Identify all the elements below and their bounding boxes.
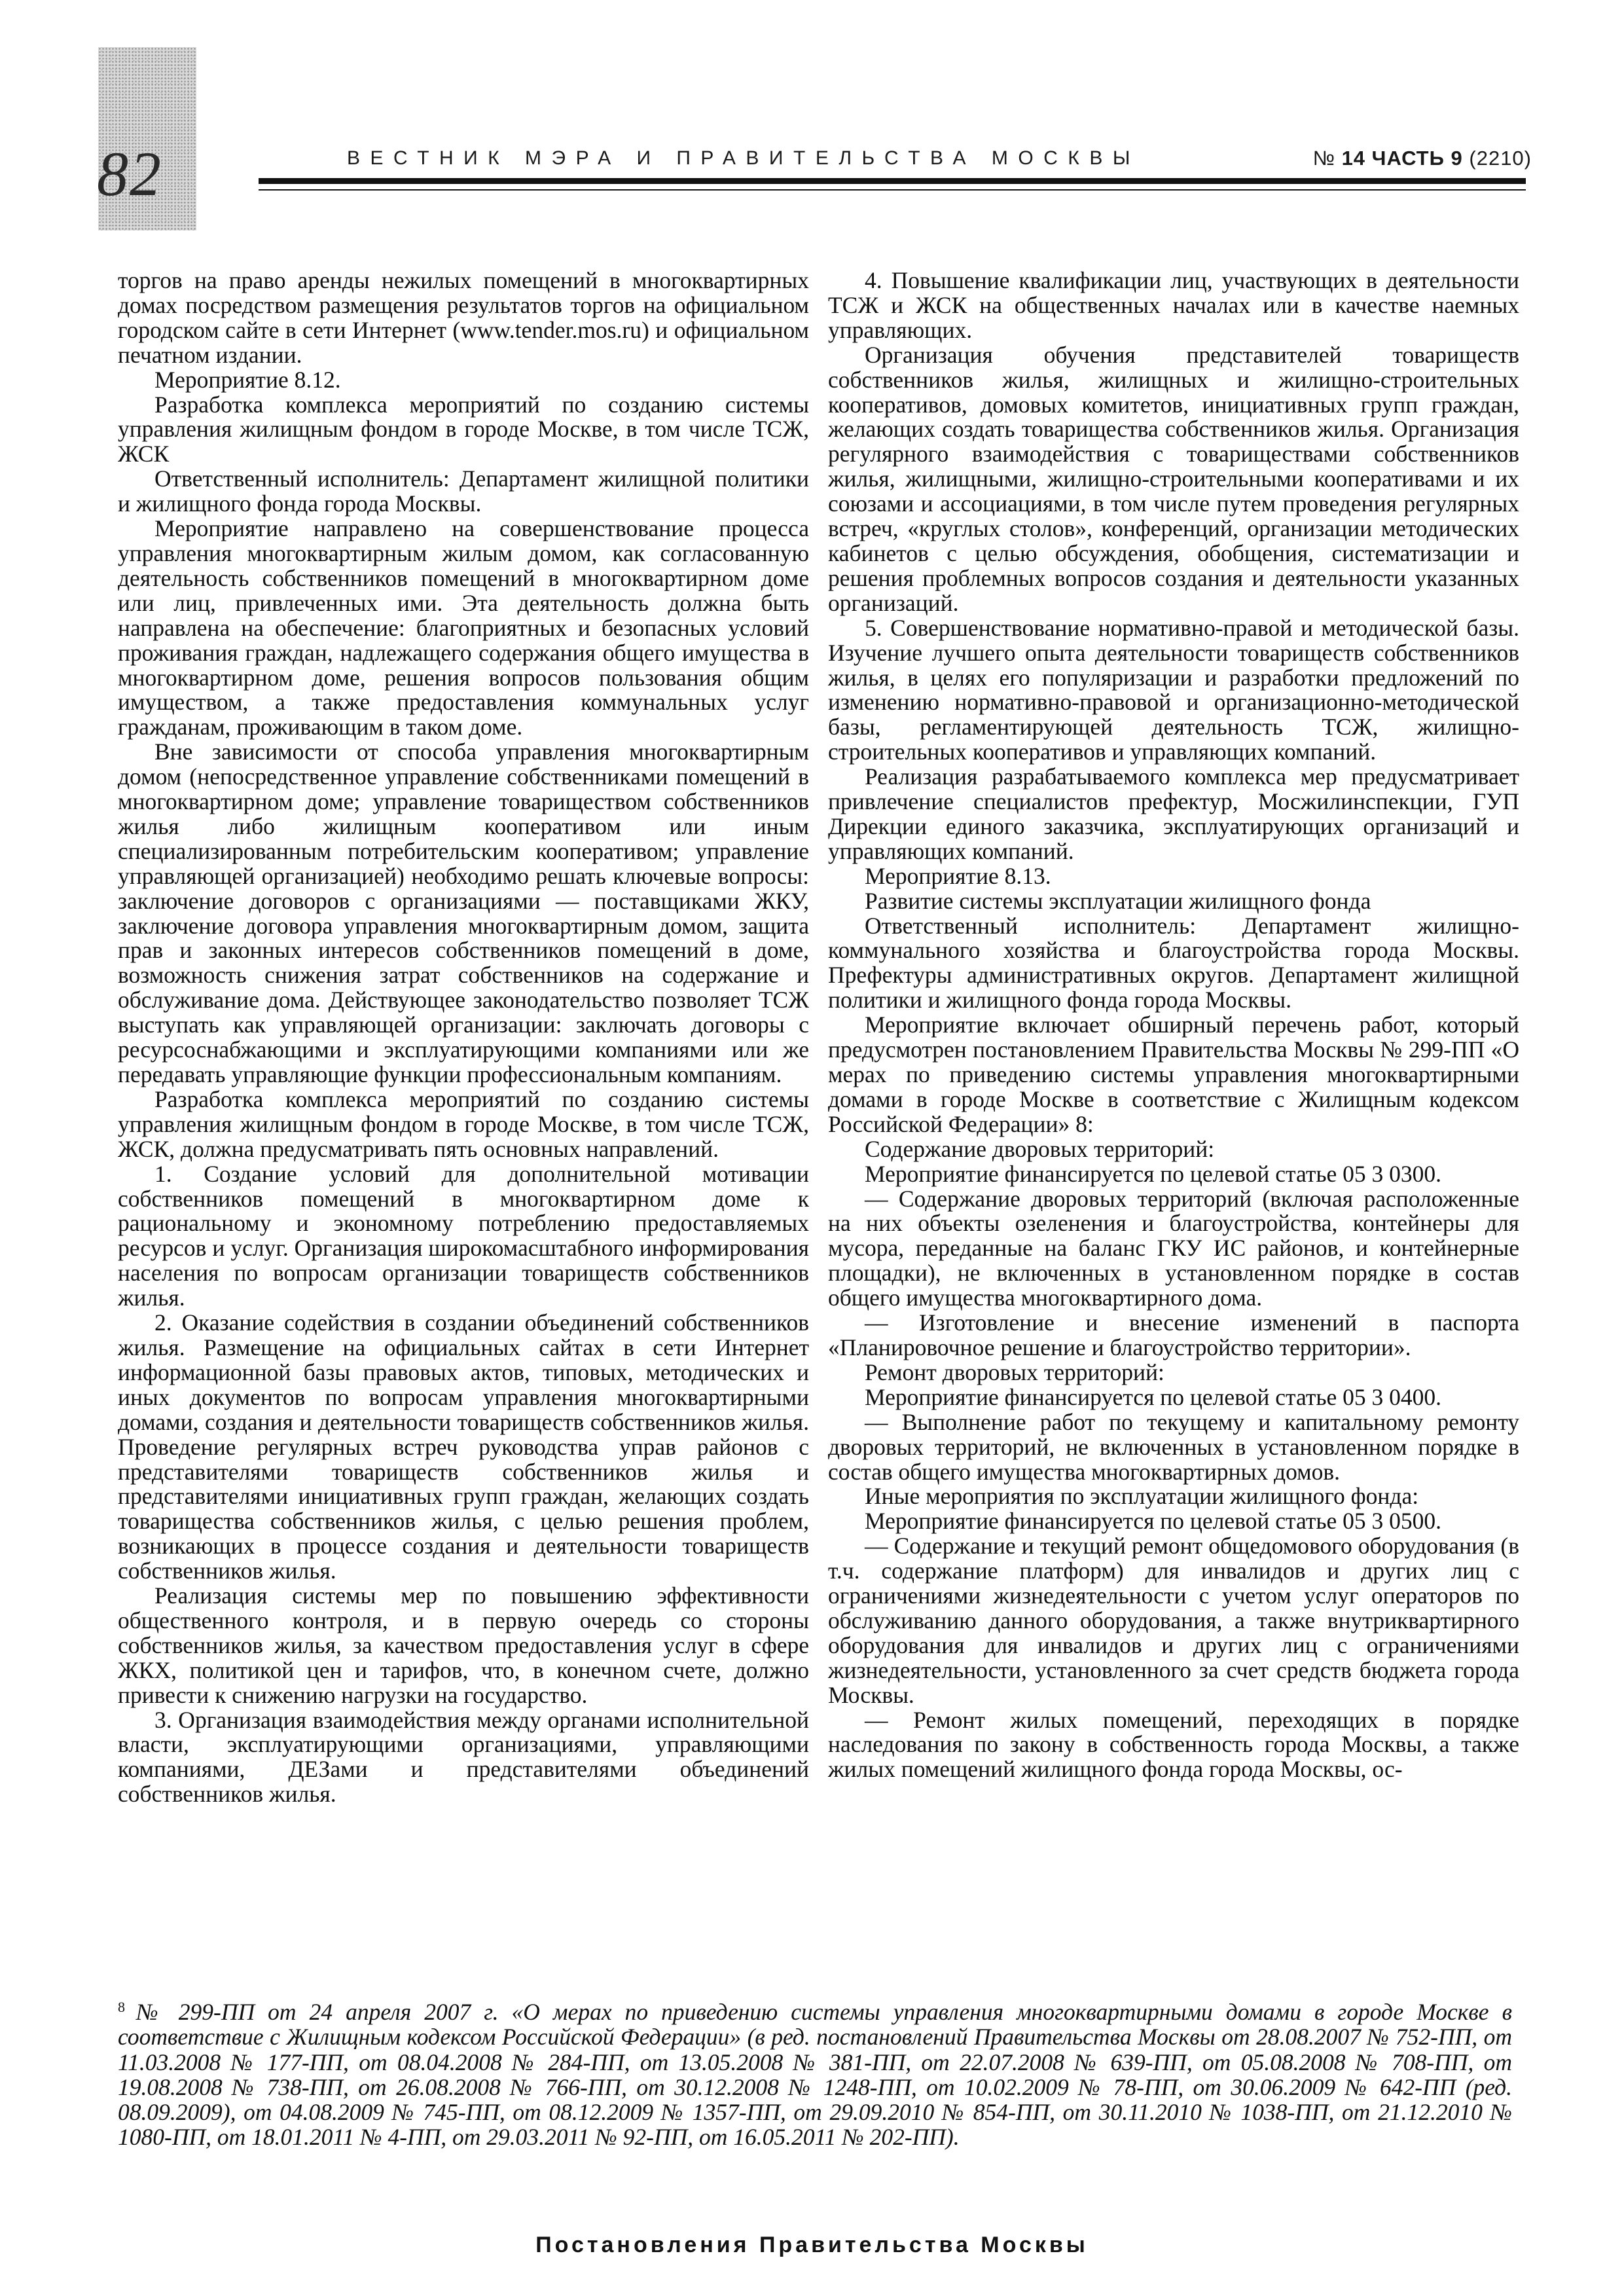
paragraph: Иные мероприятия по эксплуатации жилищного фонда: bbox=[865, 1483, 1419, 1510]
paragraph: 1. Создание условий для дополнительной мотивации собственников помещений в многоквартирном доме к рациональному и экономному потреблению предоставляемых ресурсов и услуг. Организация широкомасштабного информирования населения по вопросам организации товариществ собственников жилья. bbox=[118, 1160, 809, 1311]
paragraph: Разработка комплекса мероприятий по созданию системы управления жилищным фондом в городе Москве, в том числе ТСЖ, ЖСК bbox=[118, 391, 809, 467]
paragraph: Мероприятие финансируется по целевой статье 05 3 0400. bbox=[865, 1383, 1442, 1410]
header-rule-thick bbox=[259, 178, 1526, 184]
paragraph: — Выполнение работ по текущему и капитальному ремонту дворовых территорий, не включенных в установленном порядке в состав общего имущества многоквартирных домов. bbox=[828, 1408, 1519, 1485]
paragraph: Реализация системы мер по повышению эффективности общественного контроля, и в первую очередь со стороны собственников жилья, за качеством предоставления услуг в сфере ЖКХ, политикой цен и тарифов, что, в конечном счете, должно привести к снижению нагрузки на государство. bbox=[118, 1582, 809, 1708]
issue-number: 14 bbox=[1341, 147, 1366, 170]
paragraph: — Ремонт жилых помещений, переходящих в порядке наследования по закону в собственность города Москвы, а также жилых помещений жилищного фонда города Москвы, ос- bbox=[828, 1706, 1519, 1783]
paragraph: Мероприятие направлено на совершенствование процесса управления многоквартирным жилым домом, как согласованную деятельность собственников помещений в многоквартирном доме или лиц, привлеченных ими. Эта деятельность должна быть направлена на обеспечение: благоприятных и безопасных условий проживания граждан, надлежащего содержания общего имущества в многоквартирном доме, решения вопросов пользования общим имуществом, а также предоставления коммунальных услуг гражданам, проживающим в таком доме. bbox=[118, 515, 809, 740]
footnote-marker: 8 bbox=[118, 1999, 125, 2015]
journal-title: ВЕСТНИК МЭРА И ПРАВИТЕЛЬСТВА МОСКВЫ bbox=[347, 147, 1140, 169]
issue-part: ЧАСТЬ 9 bbox=[1371, 147, 1463, 170]
header-rule-thin bbox=[259, 189, 1526, 191]
page-number: 82 bbox=[97, 139, 162, 209]
paragraph: — Изготовление и внесение изменений в паспорта «Планировочное решение и благоустройство территории». bbox=[828, 1309, 1519, 1360]
paragraph: Разработка комплекса мероприятий по созданию системы управления жилищным фондом в городе Москве, в том числе ТСЖ, ЖСК, должна предусматривать пять основных направлений. bbox=[118, 1085, 809, 1162]
paragraph: 4. Повышение квалификации лиц, участвующих в деятельности ТСЖ и ЖСК на общественных началах или в качестве наемных управляющих. bbox=[828, 267, 1519, 343]
paragraph: 3. Организация взаимодействия между органами исполнительной власти, эксплуатирующими организациями, управляющими компаниями, ДЕЗами и представителями объединений собственников жилья. bbox=[118, 1706, 809, 1808]
footer-section-title: Постановления Правительства Москвы bbox=[535, 2232, 1089, 2257]
right-column bbox=[828, 268, 1519, 1782]
paragraph: Содержание дворовых территорий: bbox=[865, 1135, 1215, 1162]
issue-serial: (2210) bbox=[1469, 147, 1532, 170]
paragraph: Ответственный исполнитель: Департамент жилищно-коммунального хозяйства и благоустройства города Москвы. Префектуры административных округов. Департамент жилищной политики и жилищного фонда города Москвы. bbox=[828, 912, 1519, 1013]
issue-prefix: № bbox=[1312, 147, 1335, 170]
paragraph: Мероприятие 8.13. bbox=[865, 862, 1051, 889]
footnote bbox=[118, 1995, 1512, 2150]
issue-info bbox=[1257, 145, 1532, 172]
paragraph: Вне зависимости от способа управления многоквартирным домом (непосредственное управление собственниками помещений в многоквартирном доме; управление товариществом собственников жилья либо жилищным кооперативом или иным специализированным потребительским кооперативом; управление управляющей организацией) необходимо решать ключевые вопросы: заключение договоров с организациями — поставщиками ЖКУ, заключение договора управления многоквартирным домом, защита прав и законных интересов собственников помещений в доме, возможность снижения затрат собственников на содержание и обслуживание дома. Действующее законодательство позволяет ТСЖ выступать как управляющей организации: заключать договоры с ресурсоснабжающими и эксплуатирующими компаниями или же передавать управляющие функции профессиональным компаниям. bbox=[118, 738, 809, 1087]
paragraph: 2. Оказание содействия в создании объединений собственников жилья. Размещение на официальных сайтах в сети Интернет информационной базы правовых актов, типовых, методических и иных документов по вопросам управления многоквартирными домами, создания и деятельности товариществ собственников жилья. Проведение регулярных встреч руководства управ районов с представителями товариществ собственников жилья и представителями инициативных групп граждан, желающих создать товарищества собственников жилья, с целью решения проблем, возникающих в процессе создания и деятельности товариществ собственников жилья. bbox=[118, 1309, 809, 1584]
paragraph: Мероприятие финансируется по целевой статье 05 3 0500. bbox=[865, 1508, 1442, 1535]
paragraph: Ремонт дворовых территорий: bbox=[865, 1358, 1164, 1385]
paragraph: торгов на право аренды нежилых помещений в многоквартирных домах посредством размещения результатов торгов на официальном городском сайте в сети Интернет (www.tender.mos.ru) и официальном печатном издании. bbox=[118, 267, 809, 368]
paragraph: — Содержание дворовых территорий (включая расположенные на них объекты озеленения и благоустройства, контейнеры для мусора, переданные на баланс ГКУ ИС районов, и контейнерные площадки), не включенных в установленном порядке в состав общего имущества многоквартирного дома. bbox=[828, 1185, 1519, 1311]
paragraph: Организация обучения представителей товариществ собственников жилья, жилищных и жилищно-строительных кооперативов, домовых комитетов, инициативных групп граждан, желающих создать товарищества собственников жилья. Организация регулярного взаимодействия с товариществами собственников жилья, жилищными, жилищно-строительными кооперативами и их союзами и ассоциациями, в том числе путем проведения регулярных встреч, «круглых столов», конференций, организации методических кабинетов с целью обсуждения, обобщения, систематизации и решения проблемных вопросов создания и деятельности указанных организаций. bbox=[828, 341, 1519, 616]
paragraph: Мероприятие включает обширный перечень работ, который предусмотрен постановлением Правительства Москвы № 299-ПП «О мерах по приведению системы управления многоквартирными домами в городе Москве в соответствие с Жилищным кодексом Российской Федерации» 8: bbox=[828, 1011, 1519, 1137]
paragraph: Мероприятие 8.12. bbox=[154, 366, 341, 393]
paragraph: Ответственный исполнитель: Департамент жилищной политики и жилищного фонда города Москвы. bbox=[118, 465, 809, 517]
paragraph: Реализация разрабатываемого комплекса мер предусматривает привлечение специалистов префектур, Мосжилинспекции, ГУП Дирекции единого заказчика, эксплуатирующих организаций и управляющих компаний. bbox=[828, 763, 1519, 864]
paragraph: — Содержание и текущий ремонт общедомового оборудования (в т.ч. содержание платформ) для инвалидов и других лиц с ограничениями жизнедеятельности с учетом услуг операторов по обслуживанию данного оборудования, а также внутриквартирного оборудования для инвалидов и других лиц с ограничениями жизнедеятельности, установленного за счет средств бюджета города Москвы. bbox=[828, 1533, 1519, 1708]
paragraph: 5. Совершенствование нормативно-правой и методической базы. Изучение лучшего опыта деятельности товариществ собственников жилья, в целях его популяризации и разработки предложений по изменению нормативно-правовой и организационно-методической базы, регламентирующей деятельность ТСЖ, жилищно-строительных кооперативов и управляющих компаний. bbox=[828, 614, 1519, 765]
left-column bbox=[118, 268, 809, 1807]
paragraph: Мероприятие финансируется по целевой статье 05 3 0300. bbox=[865, 1160, 1442, 1187]
paragraph: Развитие системы эксплуатации жилищного фонда bbox=[865, 887, 1371, 914]
footnote-text: № 299-ПП от 24 апреля 2007 г. «О мерах по приведению системы управления многоквартирными домами в городе Москве в соответствие с Жилищным кодексом Российской Федерации» (в ред. постановлений Правительства Москвы от 28.08.2007 № 752-ПП, от 11.03.2008 № 177-ПП, от 08.04.2008 № 284-ПП, от 13.05.2008 № 381-ПП, от 22.07.2008 № 639-ПП, от 05.08.2008 № 708-ПП, от 19.08.2008 № 738-ПП, от 26.08.2008 № 766-ПП, от 30.12.2008 № 1248-ПП, от 10.02.2009 № 78-ПП, от 30.06.2009 № 642-ПП (ред. 08.09.2009), от 04.08.2009 № 745-ПП, от 08.12.2009 № 1357-ПП, от 29.09.2010 № 854-ПП, от 30.11.2010 № 1038-ПП, от 21.12.2010 № 1080-ПП, от 18.01.2011 № 4-ПП, от 29.03.2011 № 92-ПП, от 16.05.2011 № 202-ПП). bbox=[118, 1999, 1512, 2151]
